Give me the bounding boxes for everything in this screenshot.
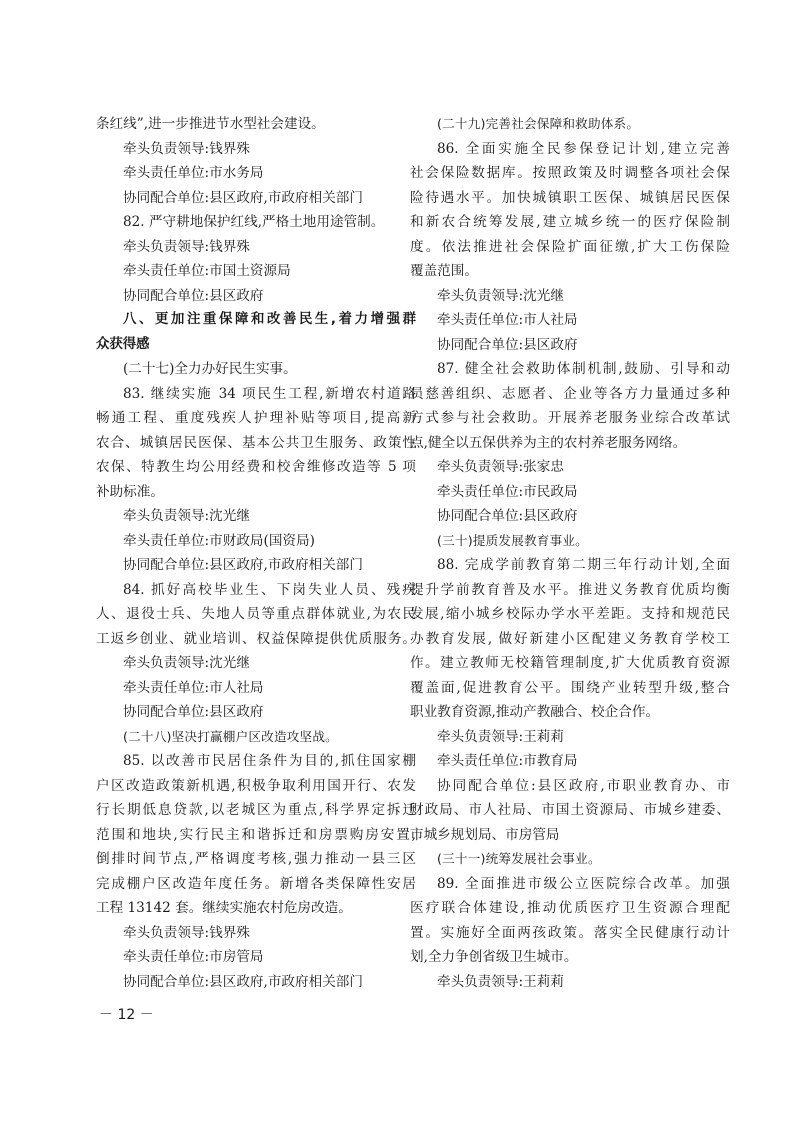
text-line: 牵头负责领导:王莉莉 (437, 973, 564, 990)
text-line: 协同配合单位:县区政府 (437, 336, 578, 353)
text-line: 88. 完成学前教育第二期三年行动计划,全面 (437, 557, 730, 573)
text-line: (二十八)坚决打赢棚户区改造攻坚战。 (123, 728, 338, 744)
text-line: 协同配合单位:县区政府 (123, 704, 264, 720)
text-line: 87. 健全社会救助体制机制,鼓励、引导和动 (437, 361, 730, 377)
text-line: 82. 严守耕地保护红线,严格土地用途管制。 (123, 214, 385, 230)
page-number: － 12 － (99, 1007, 154, 1023)
text-line: 畅通工程、重度残疾人护理补贴等项目,提高新 (96, 410, 416, 426)
text-line: (三十一)统筹发展社会事业。 (437, 851, 601, 866)
text-line: 牵头负责领导:钱界殊 (123, 140, 250, 157)
text-line: 牵头责任单位:市国土资源局 (123, 263, 291, 279)
text-line: 协同配合单位:县区政府,市政府相关部门 (123, 973, 363, 990)
text-line: 覆盖面,促进教育公平。围绕产业转型升级,整合 (410, 679, 730, 696)
text-line: 协同配合单位:县区政府,市政府相关部门 (123, 189, 363, 206)
text-line: 83. 继续实施 34 项民生工程,新增农村道路 (123, 385, 416, 402)
text-line: 财政局、市人社局、市国土资源局、市城乡建委、 (410, 802, 730, 818)
text-line: 覆盖范围。 (410, 263, 478, 279)
text-line: 倒排时间节点,严格调度考核,强力推动一县三区 (96, 851, 416, 867)
text-line: 86. 全面实施全民参保登记计划,建立完善 (437, 140, 730, 157)
text-line: 牵头负责领导:钱界殊 (123, 238, 250, 255)
text-line: 农保、特教生均公用经费和校舍维修改造等 5 项 (96, 459, 416, 475)
text-line: 牵头责任单位:市水务局 (123, 165, 264, 181)
text-line: 医疗联合体建设,推动优质医疗卫生资源合理配 (410, 900, 730, 916)
text-line: (三十)提质发展教育事业。 (437, 532, 588, 548)
text-line: 牵头责任单位:市人社局 (437, 312, 578, 328)
right-column (410, 112, 730, 994)
left-column (96, 112, 416, 994)
text-line: 八、更加注重保障和改善民生,着力增强群 (123, 312, 416, 327)
text-line: 牵头负责领导:沈光继 (437, 287, 564, 304)
text-line: 协同配合单位:县区政府 (437, 508, 578, 524)
text-line: 险待遇水平。加快城镇职工医保、城镇居民医保 (410, 189, 730, 206)
text-line: 牵头责任单位:市民政局 (437, 483, 578, 500)
text-line: 度。依法推进社会保险扩面征缴,扩大工伤保险 (410, 238, 730, 255)
text-line: 协同配合单位:县区政府,市职业教育办、市 (437, 777, 730, 794)
text-line: 发展,缩小城乡校际办学水平差距。支持和规范民 (410, 606, 730, 622)
text-line: 社会保险数据库。按照政策及时调整各项社会保 (410, 165, 730, 181)
text-line: 牵头负责领导:沈光继 (123, 655, 250, 671)
text-line: 补助标准。 (96, 483, 164, 500)
text-line: 牵头责任单位:市财政局(国资局) (123, 532, 315, 549)
text-line: 工程 13142 套。继续实施农村危房改造。 (96, 900, 352, 916)
text-line: 条红线”,进一步推进节水型社会建设。 (96, 116, 325, 132)
text-line: 牵头负责领导:王莉莉 (437, 728, 564, 745)
text-line: 办教育发展, 做好新建小区配建义务教育学校工 (410, 630, 730, 647)
text-line: 行长期低息贷款,以老城区为重点,科学界定拆迁 (96, 802, 416, 818)
text-line: 市城乡规划局、市房管局 (410, 826, 560, 843)
text-line: 置。实施好全面两孩政策。落实全民健康行动计 (410, 924, 730, 941)
text-line: 职业教育资源,推动产教融合、校企合作。 (410, 704, 660, 720)
text-line: (二十九)完善社会保障和救助体系。 (437, 116, 640, 131)
text-line: 和新农合统筹发展,建立城乡统一的医疗保险制 (410, 214, 730, 230)
text-line: 牵头负责领导:钱界殊 (123, 924, 250, 941)
text-line: 人、退役士兵、失地人员等重点群体就业,为农民 (96, 606, 416, 622)
text-line: 协同配合单位:县区政府,市政府相关部门 (123, 557, 363, 573)
text-line: 点,健全以五保供养为主的农村养老服务网络。 (410, 434, 687, 451)
text-line: (二十七)全力办好民生实事。 (123, 361, 297, 377)
text-line: 员慈善组织、志愿者、企业等各方力量通过多种 (410, 385, 730, 402)
text-line: 牵头责任单位:市房管局 (123, 949, 264, 965)
text-line: 范围和地块,实行民主和谐拆迁和房票购房安置, (96, 826, 416, 843)
text-line: 协同配合单位:县区政府 (123, 287, 264, 304)
text-line: 牵头责任单位:市教育局 (437, 753, 578, 769)
text-line: 众获得感 (96, 336, 150, 352)
text-line: 农合、城镇居民医保、基本公共卫生服务、政策性 (96, 434, 416, 451)
text-line: 85. 以改善市民居住条件为目的,抓住国家棚 (123, 753, 416, 769)
text-line: 方式参与社会救助。开展养老服务业综合改革试 (410, 410, 730, 426)
text-line: 完成棚户区改造年度任务。新增各类保障性安居 (96, 875, 416, 892)
text-line: 牵头负责领导:沈光继 (123, 508, 250, 524)
text-line: 提升学前教育普及水平。推进义务教育优质均衡 (410, 581, 730, 598)
text-line: 牵头责任单位:市人社局 (123, 679, 264, 696)
text-line: 84. 抓好高校毕业生、下岗失业人员、残疾 (123, 581, 416, 598)
text-line: 作。建立教师无校籍管理制度,扩大优质教育资源 (410, 655, 730, 671)
text-line: 89. 全面推进市级公立医院综合改革。加强 (437, 875, 730, 892)
text-line: 工返乡创业、就业培训、权益保障提供优质服务。 (96, 630, 416, 647)
text-line: 牵头负责领导:张家忠 (437, 459, 564, 475)
text-line: 户区改造政策新机遇,积极争取利用国开行、农发 (96, 777, 416, 794)
text-line: 划,全力争创省级卫生城市。 (410, 949, 578, 965)
